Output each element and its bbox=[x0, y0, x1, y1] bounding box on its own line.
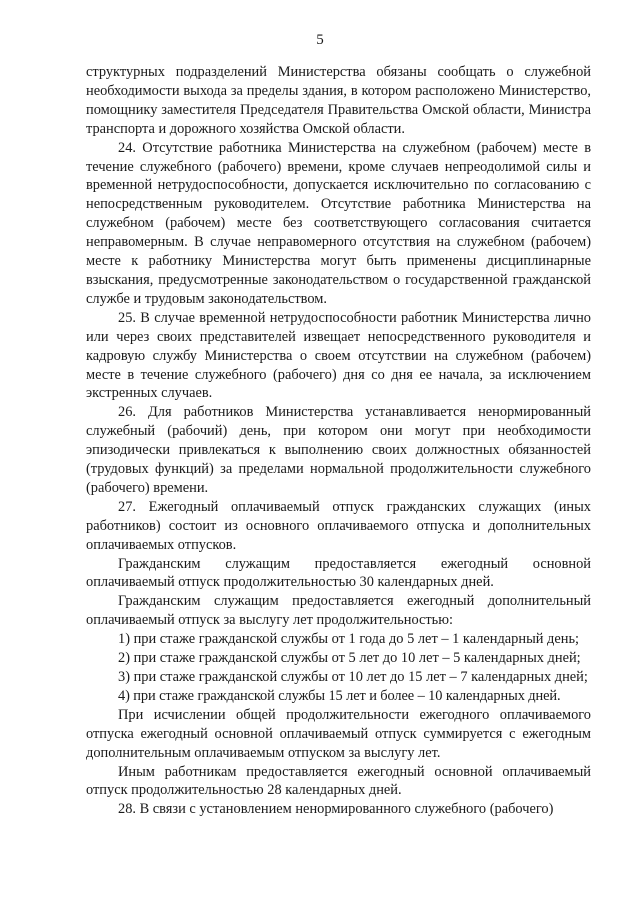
paragraph-25: 25. В случае временной нетрудоспособности работник Министерства лично или через своих представителей извещает непосредственного руководителя и кадровую службу Министерства о своем отсутствии на служебном (рабочем) месте в течение служебного (рабочего) дня со дня ее начала, за исключением экстренных случаев. bbox=[86, 309, 591, 402]
list-item-2: 2) при стаже гражданской службы от 5 лет до 10 лет – 5 календарных дней; bbox=[118, 650, 581, 667]
paragraph-27: 27. Ежегодный оплачиваемый отпуск гражданских служащих (иных работников) состоит из основного оплачиваемого отпуска и дополнительных оплачиваемых отпусков. bbox=[86, 498, 591, 553]
paragraph-continuation: структурных подразделений Министерства обязаны сообщать о служебной необходимости выхода за пределы здания, в котором расположено Министерство, помощнику заместителя Председателя Правительства Омской области, Министра транспорта и дорожного хозяйства Омской области. bbox=[86, 64, 591, 137]
list-item-3: 3) при стаже гражданской службы от 10 лет до 15 лет – 7 календарных дней; bbox=[118, 669, 588, 685]
page-number: 5 bbox=[316, 32, 324, 48]
list-item-4: 4) при стаже гражданской службы 15 лет и более – 10 календарных дней. bbox=[118, 687, 561, 704]
paragraph-other-workers: Иным работникам предоставляется ежегодный основной оплачиваемый отпуск продолжительностью 28 календарных дней. bbox=[86, 763, 591, 799]
paragraph-basic-leave: Гражданским служащим предоставляется ежегодный основной оплачиваемый отпуск продолжительностью 30 календарных дней. bbox=[86, 555, 591, 591]
paragraph-24: 24. Отсутствие работника Министерства на служебном (рабочем) месте в течение служебного (рабочего) времени, кроме случаев непреодолимой силы и временной нетрудоспособности, допускается исключительно по согласованию с непосредственным руководителем. Отсутствие работника Министерства на служебном (рабочем) месте без соответствующего согласования считается неправомерным. В случае неправомерного отсутствия на служебном (рабочем) месте к работнику Министерства могут быть применены дисциплинарные взыскания, предусмотренные законодательством о государственной гражданской службе и трудовым законодательством. bbox=[86, 139, 591, 307]
paragraph-28: 28. В связи с установлением ненормированного служебного (рабочего) bbox=[118, 801, 554, 818]
paragraph-26: 26. Для работников Министерства устанавливается ненормированный служебный (рабочий) день, при котором они могут при необходимости эпизодически привлекаться к выполнению своих должностных обязанностей (трудовых функций) за пределами нормальной продолжительности служебного (рабочего) времени. bbox=[86, 404, 591, 496]
paragraph-summation: При исчислении общей продолжительности ежегодного оплачиваемого отпуска ежегодный основной оплачиваемый отпуск суммируется с ежегодным дополнительным оплачиваемым отпуском за выслугу лет. bbox=[86, 706, 591, 761]
list-item-1: 1) при стаже гражданской службы от 1 года до 5 лет – 1 календарный день; bbox=[118, 631, 580, 648]
document-body bbox=[86, 63, 591, 819]
paragraph-additional-leave: Гражданским служащим предоставляется ежегодный дополнительный оплачиваемый отпуск за выслугу лет продолжительностью: bbox=[86, 593, 591, 629]
